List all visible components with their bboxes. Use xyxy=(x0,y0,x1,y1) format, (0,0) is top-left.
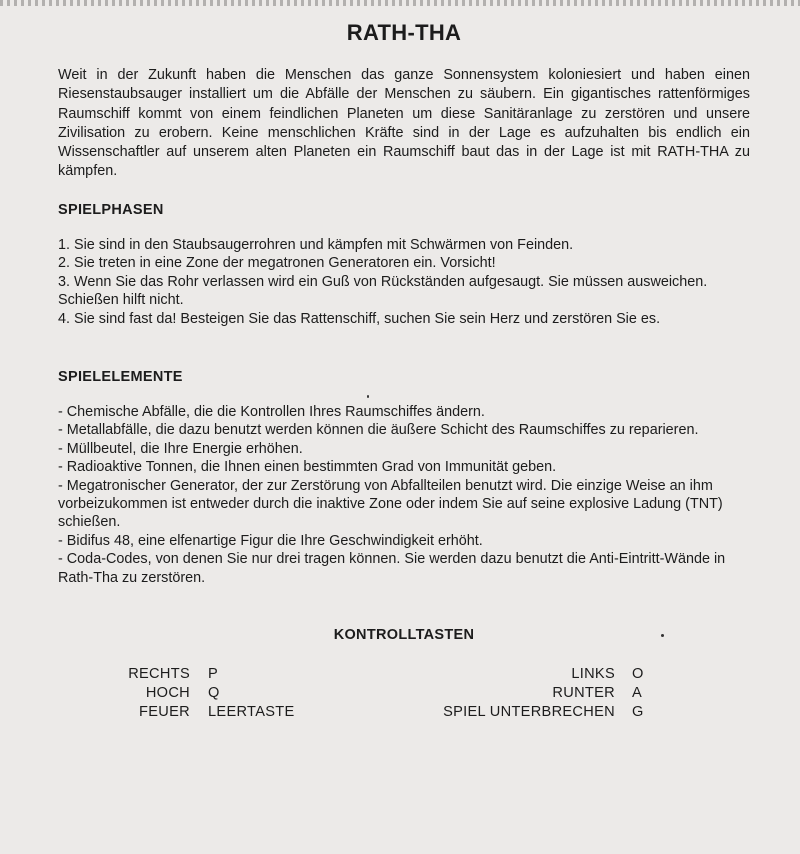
element-item: - Coda-Codes, von denen Sie nur drei tragen können. Sie werden dazu benutzt die Anti-Eintritt-Wände in Rath-Tha zu zerstören. xyxy=(58,551,726,586)
element-item: - Müllbeutel, die Ihre Energie erhöhen. xyxy=(58,440,303,457)
control-label-pause: SPIEL UNTERBRECHEN xyxy=(443,704,615,720)
phases-heading: SPIELPHASEN xyxy=(58,202,164,218)
control-key-right: P xyxy=(208,666,219,682)
control-key-down: A xyxy=(632,685,643,701)
phase-item: 1. Sie sind in den Staubsaugerrohren und kämpfen mit Schwärmen von Feinden. xyxy=(58,237,574,253)
phase-item: 4. Sie sind fast da! Besteigen Sie das Rattenschiff, suchen Sie sein Herz und zerstören Sie es. xyxy=(58,310,661,327)
control-label-up: HOCH xyxy=(145,685,190,701)
control-label-down: RUNTER xyxy=(552,685,615,701)
control-label-left: LINKS xyxy=(571,666,615,682)
print-speck xyxy=(661,634,664,637)
phase-item: 3. Wenn Sie das Rohr verlassen wird ein Guß von Rückständen aufgesaugt. Sie müssen ausweichen. Schießen hilft nicht. xyxy=(58,273,708,309)
page-title: RATH-THA xyxy=(346,20,462,45)
control-label-right: RECHTS xyxy=(128,666,190,682)
page-top-edge xyxy=(0,0,800,6)
phases-list xyxy=(58,236,750,328)
control-key-pause: G xyxy=(632,704,644,720)
control-key-up: Q xyxy=(208,685,220,701)
element-item: - Bidifus 48, eine elfenartige Figur die Ihre Geschwindigkeit erhöht. xyxy=(58,532,483,549)
element-item: - Chemische Abfälle, die die Kontrollen Ihres Raumschiffes ändern. xyxy=(58,404,485,420)
control-key-left: O xyxy=(632,666,644,682)
element-item: - Radioaktive Tonnen, die Ihnen einen bestimmten Grad von Immunität geben. xyxy=(58,459,557,476)
print-speck xyxy=(367,395,369,398)
intro-paragraph: Weit in der Zukunft haben die Menschen das ganze Sonnensystem koloniesiert und haben einen Riesenstaubsauger installiert um die Abfälle der Menschen zu säubern. Ein gigantisches rattenförmiges Raumschiff kommt von einem feindlichen Planeten um diese Sanitäranlage zu zerstören und unsere Zivilisation zu erobern. Keine menschlichen Kräfte sind in der Lage es aufzuhalten bis endlich ein Wissenschaftler auf unserem alten Planeten ein Raumschiff baut das in der Lage ist mit RATH-THA zu kämpfen. xyxy=(58,67,750,180)
elements-heading: SPIELELEMENTE xyxy=(58,369,183,385)
controls-heading: KONTROLLTASTEN xyxy=(333,627,475,643)
control-key-fire: LEERTASTE xyxy=(208,704,295,720)
element-item: - Megatronischer Generator, der zur Zerstörung von Abfallteilen benutzt wird. Die einzige Weise an ihm vorbeizukommen ist entweder durch die inaktive Zone oder indem Sie auf seine explosive Ladung (TNT) schießen. xyxy=(58,477,723,531)
phase-item: 2. Sie treten in eine Zone der megatronen Generatoren ein. Vorsicht! xyxy=(58,255,496,272)
elements-list xyxy=(58,403,750,587)
element-item: - Metallabfälle, die dazu benutzt werden können die äußere Schicht des Raumschiffes zu reparieren. xyxy=(58,422,699,439)
control-label-fire: FEUER xyxy=(139,704,190,720)
